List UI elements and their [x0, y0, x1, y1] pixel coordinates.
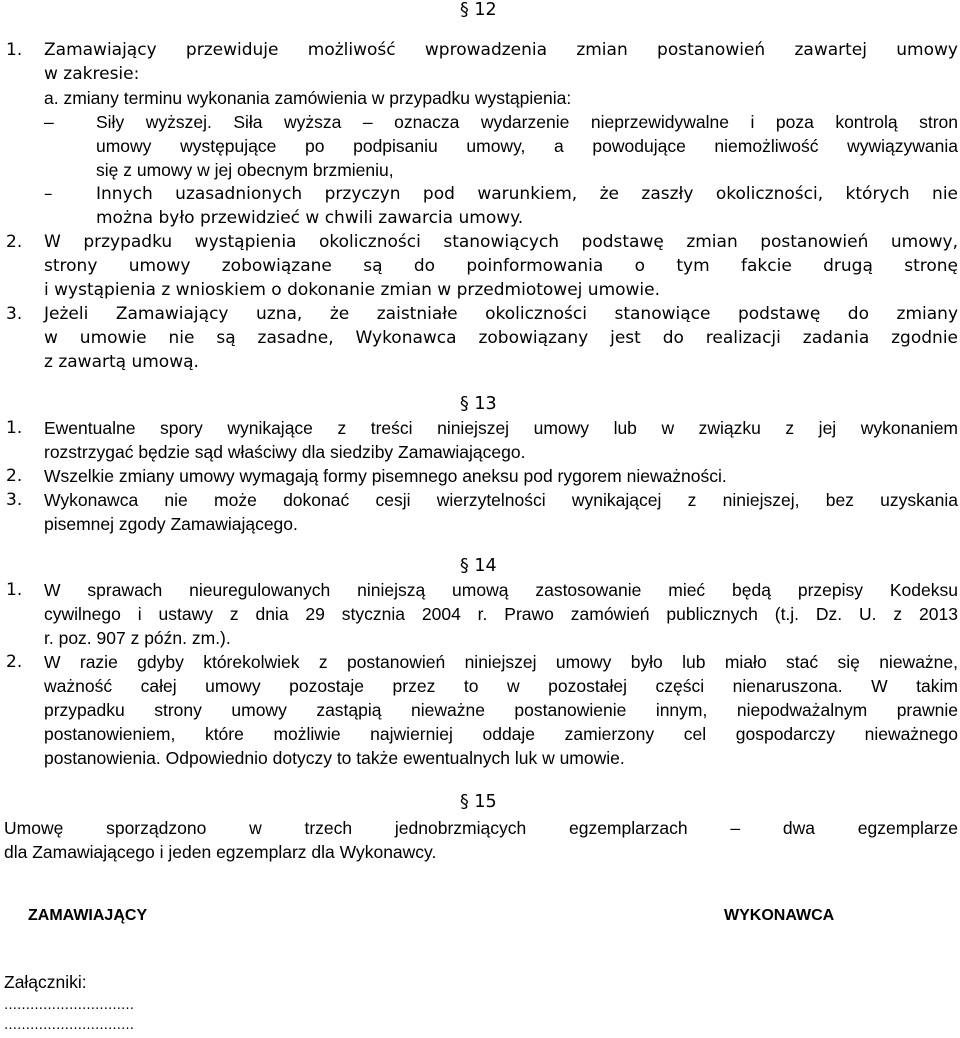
section-12-title: § 12	[460, 0, 497, 20]
s12-item-3-number: 3.	[6, 304, 23, 324]
s12-item-2-number: 2.	[6, 232, 23, 252]
attachments-label: Załączniki:	[4, 972, 87, 992]
s14-item-2-line-4: postanowieniem, które możliwie najwierniej oddaje zamierzony cel gospodarczy nieważnego	[44, 724, 958, 744]
s14-item-2-line-1: W razie gdyby którekolwiek z postanowień niniejszej umowy było lub miało stać się nieważne,	[44, 652, 958, 672]
s14-item-2-number: 2.	[6, 652, 23, 672]
s12-item-2-line-1: W przypadku wystąpienia okoliczności stanowiących podstawę zmian postanowień umowy,	[44, 232, 958, 252]
attachments-line-1: …………………………	[4, 998, 134, 1013]
s12-item-1-line-1: Zamawiający przewiduje możliwość wprowadzenia zmian postanowień zawartej umowy	[44, 40, 958, 60]
s14-item-1-line-3: r. poz. 907 z późn. zm.).	[44, 628, 231, 648]
s14-item-1-line-1: W sprawach nieuregulowanych niniejszą umową zastosowanie mieć będą przepisy Kodeksu	[44, 580, 958, 600]
section-13-title: § 13	[460, 394, 497, 414]
s12-dash-2: –	[44, 184, 53, 204]
section-14-title: § 14	[460, 556, 497, 576]
s12-item-3-line-3: z zawartą umową.	[44, 352, 199, 372]
s14-item-2-line-2: ważność całej umowy pozostaje przez to w pozostałej części nienaruszona. W takim	[44, 676, 958, 696]
s14-item-2-line-3: przypadku strony umowy zastąpią nieważne postanowienie innym, niepodważalnym prawnie	[44, 700, 958, 720]
s13-item-1-line-2: rozstrzygać będzie sąd właściwy dla siedziby Zamawiającego.	[44, 442, 526, 462]
s12-item-1-line-2: w zakresie:	[44, 64, 140, 84]
s12-dash-1-line-1: Siły wyższej. Siła wyższa – oznacza wydarzenie nieprzewidywalne i poza kontrolą stron	[96, 112, 958, 132]
s13-item-1-number: 1.	[6, 418, 23, 438]
s12-dash-1: –	[44, 112, 54, 132]
s14-item-2-line-5: postanowienia. Odpowiednio dotyczy to także ewentualnych luk w umowie.	[44, 748, 625, 768]
s13-item-2-line-1: Wszelkie zmiany umowy wymagają formy pisemnego aneksu pod rygorem nieważności.	[44, 466, 727, 486]
s15-line-2: dla Zamawiającego i jeden egzemplarz dla Wykonawcy.	[4, 842, 437, 862]
signature-contractor: WYKONAWCA	[724, 907, 835, 924]
s14-item-1-line-2: cywilnego i ustawy z dnia 29 stycznia 2004 r. Prawo zamówień publicznych (t.j. Dz. U. z 2013	[44, 604, 958, 624]
s13-item-3-line-2: pisemnej zgody Zamawiającego.	[44, 514, 298, 534]
s12-item-2-line-3: i wystąpienia z wnioskiem o dokonanie zmian w przedmiotowej umowie.	[44, 280, 661, 300]
s12-item-1-number: 1.	[6, 40, 23, 60]
s12-dash-1-line-2: umowy występujące po podpisaniu umowy, a powodujące niemożliwość wywiązywania	[96, 136, 958, 156]
s13-item-3-number: 3.	[6, 490, 23, 510]
s15-line-1: Umowę sporządzono w trzech jednobrzmiących egzemplarzach – dwa egzemplarze	[4, 818, 958, 838]
s12-item-3-line-1: Jeżeli Zamawiający uzna, że zaistniałe okoliczności stanowiące podstawę do zmiany	[44, 304, 958, 324]
s13-item-2-number: 2.	[6, 466, 23, 486]
attachments-line-2: …………………………	[4, 1018, 134, 1033]
s12-item-3-line-2: w umowie nie są zasadne, Wykonawca zobowiązany jest do realizacji zadania zgodnie	[44, 328, 958, 348]
section-15-title: § 15	[460, 792, 497, 812]
s12-item-a: a. zmiany terminu wykonania zamówienia w przypadku wystąpienia:	[44, 88, 572, 108]
s12-dash-1-line-3: się z umowy w jej obecnym brzmieniu,	[96, 160, 394, 180]
s13-item-1-line-1: Ewentualne spory wynikające z treści niniejszej umowy lub w związku z jej wykonaniem	[44, 418, 958, 438]
s14-item-1-number: 1.	[6, 580, 23, 600]
s12-dash-2-line-2: można było przewidzieć w chwili zawarcia umowy.	[96, 208, 524, 228]
s12-dash-2-line-1: Innych uzasadnionych przyczyn pod warunkiem, że zaszły okoliczności, których nie	[96, 184, 958, 204]
s13-item-3-line-1: Wykonawca nie może dokonać cesji wierzytelności wynikającej z niniejszej, bez uzyskania	[44, 490, 958, 510]
signature-contracting-authority: ZAMAWIAJĄCY	[28, 907, 148, 924]
s12-item-2-line-2: strony umowy zobowiązane są do poinformowania o tym fakcie drugą stronę	[44, 256, 958, 276]
